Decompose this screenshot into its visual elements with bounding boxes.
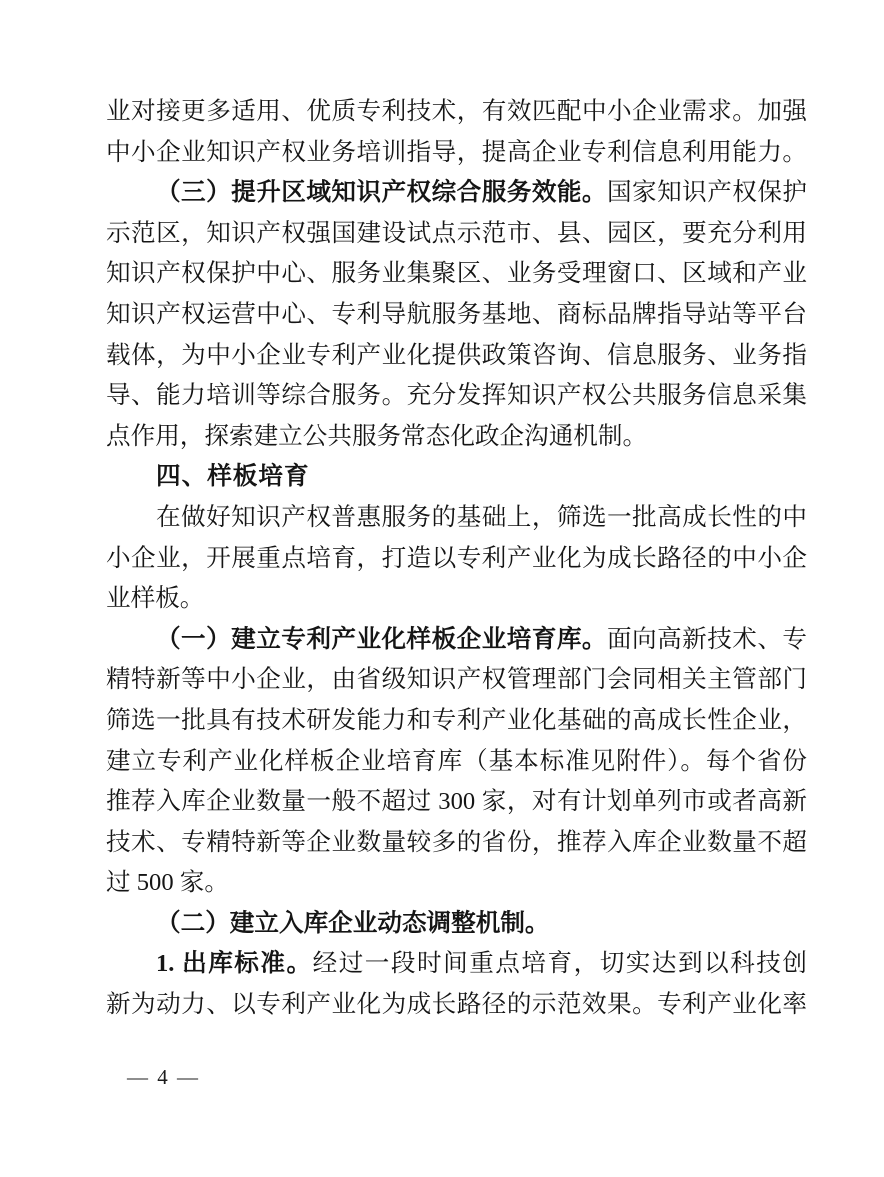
emphasis-text: （一）建立专利产业化样板企业培育库。 [156,625,607,653]
emphasis-text: 1. 出库标准。 [156,950,313,978]
body-text: 过 500 家。 [106,869,229,897]
text-line [106,254,807,295]
text-line [106,620,807,661]
text-line [106,944,807,985]
section-heading [106,457,807,498]
body-text: 面向高新技术、专 [607,625,807,653]
body-text: 筛选一批具有技术研发能力和专利产业化基础的高成长性企业， [106,706,807,734]
text-line [106,660,807,701]
body-text: 业样板。 [106,585,205,613]
text-line [106,498,807,539]
text-line [106,173,807,214]
text-line [106,133,807,174]
text-line [106,863,807,904]
text-line [106,295,807,336]
text-line [106,336,807,377]
text-line [106,823,807,864]
body-text: 小企业，开展重点培育，打造以专利产业化为成长路径的中小企 [106,544,807,572]
body-text: 技术、专精特新等企业数量较多的省份，推荐入库企业数量不超 [106,828,807,856]
text-line [106,701,807,742]
text-line [106,539,807,580]
emphasis-text: 四、样板培育 [156,463,310,491]
page-number: — 4 — [127,1065,200,1089]
body-text: 建立专利产业化样板企业培育库（基本标准见附件）。每个省份 [106,747,807,775]
body-text: 中小企业知识产权业务培训指导，提高企业专利信息利用能力。 [106,138,807,166]
body-text: 示范区，知识产权强国建设试点示范市、县、园区，要充分利用 [106,219,807,247]
page-footer [127,1062,200,1092]
text-line [106,904,807,945]
text-line [106,214,807,255]
text-line [106,92,807,133]
text-line [106,742,807,783]
body-text: 精特新等中小企业，由省级知识产权管理部门会同相关主管部门 [106,666,807,694]
body-text: 载体，为中小企业专利产业化提供政策咨询、信息服务、业务指 [106,341,807,369]
body-text: 点作用，探索建立公共服务常态化政企沟通机制。 [106,422,648,450]
emphasis-text: （二）建立入库企业动态调整机制。 [156,909,550,937]
text-line [106,579,807,620]
body-text: 新为动力、以专利产业化为成长路径的示范效果。专利产业化率 [106,991,807,1019]
text-line [106,417,807,458]
body-text: 业对接更多适用、优质专利技术，有效匹配中小企业需求。加强 [106,98,807,125]
text-line [106,376,807,417]
body-text: 知识产权保护中心、服务业集聚区、业务受理窗口、区域和产业 [106,260,807,288]
body-text: 国家知识产权保护 [607,179,807,207]
body-text: 推荐入库企业数量一般不超过 300 家，对有计划单列市或者高新 [106,788,807,816]
body-text: 在做好知识产权普惠服务的基础上，筛选一批高成长性的中 [156,503,807,531]
emphasis-text: （三）提升区域知识产权综合服务效能。 [156,179,607,207]
document-body [106,92,807,1026]
body-text: 经过一段时间重点培育，切实达到以科技创 [312,950,807,978]
body-text: 导、能力培训等综合服务。充分发挥知识产权公共服务信息采集 [106,382,807,410]
text-line [106,985,807,1026]
text-line [106,782,807,823]
body-text: 知识产权运营中心、专利导航服务基地、商标品牌指导站等平台 [106,300,807,328]
